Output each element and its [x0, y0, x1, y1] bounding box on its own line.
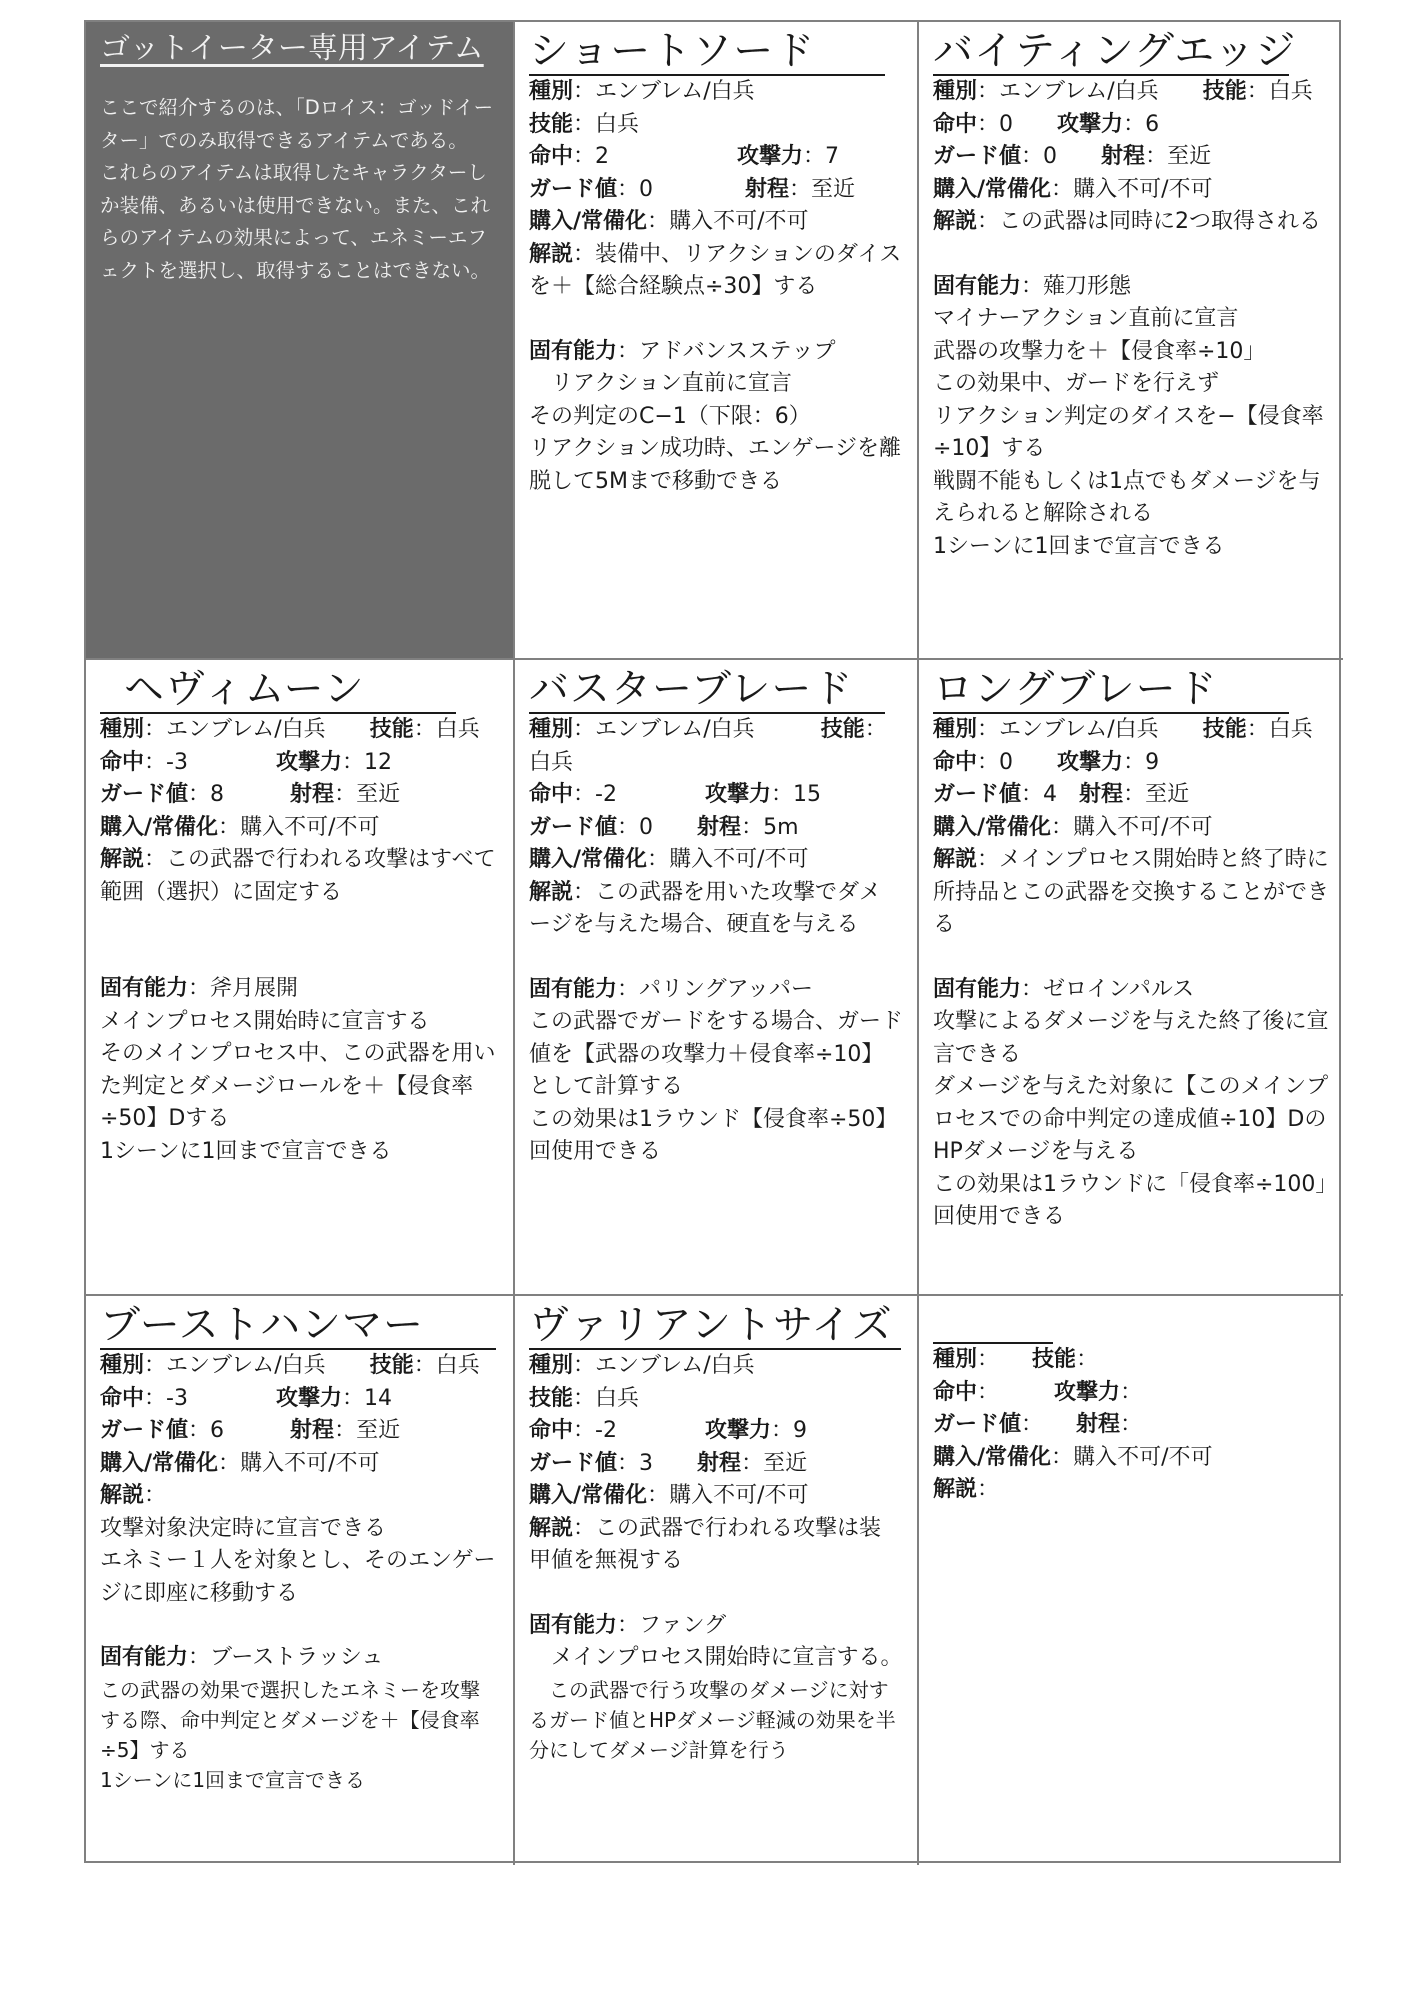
type-skill-line: 種別：エンブレム/白兵 技能：白兵 [529, 717, 887, 775]
hit-attack-line: 命中：0 攻撃力：6 [933, 111, 1160, 137]
buy-line: 購入/常備化：購入不可/不可 [100, 1450, 380, 1476]
item-grid [84, 20, 1341, 1863]
guard-range-line: ガード値：0 射程：至近 [933, 144, 1212, 169]
desc-line: 解説：装備中、リアクションのダイスを＋【総合経験点÷30】する [529, 241, 902, 299]
hit-attack-line: 命中：0 攻撃力：9 [933, 749, 1160, 775]
unique-line: 固有能力：ゼロインパルス [933, 976, 1195, 1002]
unique-text: 1シーンに1回まで宣言できる [100, 1138, 392, 1164]
unique-text: リアクション直前に宣言 [529, 371, 792, 396]
item-name: ショートソード [529, 28, 885, 76]
hit-attack-line: 命中：-3 攻撃力：14 [100, 1385, 393, 1411]
desc-text: エネミー１人を対象とし、そのエンゲージに即座に移動する [100, 1548, 496, 1606]
desc-line: 解説：この武器で行われる攻撃は装甲値を無視する [529, 1515, 882, 1573]
skill-line: 技能：白兵 [529, 111, 640, 137]
unique-text: 1シーンに1回まで宣言できる [100, 1767, 366, 1792]
type-skill-line: 種別：エンブレム/白兵 技能：白兵 [100, 717, 480, 742]
intro-title: ゴットイーター専用アイテム [100, 31, 484, 66]
unique-text: そのメインプロセス中、この武器を用いた判定とダメージロールを＋【侵食率÷50】Dする [100, 1041, 496, 1131]
guard-range-line: ガード値：3 射程：至近 [529, 1450, 808, 1476]
desc-line: 解説：この武器は同時に2つ取得される [933, 209, 1322, 234]
unique-text: 武器の攻撃力を＋【侵食率÷10」 [933, 338, 1266, 364]
item-card-heavy-moon [86, 660, 515, 1296]
hit-attack-line: 命中：-2 攻撃力：15 [529, 782, 822, 807]
unique-text: その判定のC−1（下限：6） [529, 403, 811, 429]
unique-text: この効果中、ガードを行えず [933, 371, 1220, 396]
unique-line: 固有能力：アドバンスステップ [529, 338, 836, 364]
guard-range-line: ガード値：0 射程：5m [529, 814, 799, 840]
item-name: バイティングエッジ [933, 28, 1297, 74]
hit-attack-line: 命中：2 攻撃力：7 [529, 144, 839, 169]
guard-range-line: ガード値：0 射程：至近 [529, 176, 855, 202]
buy-line: 購入/常備化：購入不可/不可 [529, 209, 809, 234]
unique-line: 固有能力：ファング [529, 1612, 727, 1638]
desc-line: 解説：この武器で行われる攻撃はすべて範囲（選択）に固定する [100, 847, 496, 905]
desc-line: 解説：この武器を用いた攻撃でダメージを与えた場合、硬直を与える [529, 879, 882, 937]
buy-line: 購入/常備化：購入不可/不可 [933, 176, 1213, 202]
desc-line: 解説：メインプロセス開始時と終了時に所持品とこの武器を交換することができる [933, 847, 1330, 937]
unique-text: リアクション判定のダイスを−【侵食率÷10】する [933, 403, 1324, 461]
unique-text: マイナーアクション直前に宣言 [933, 306, 1239, 331]
hit-attack-line: 命中：-2 攻撃力：9 [529, 1418, 808, 1443]
type-skill-line: 種別：エンブレム/白兵 技能：白兵 [933, 79, 1313, 104]
item-card-blank [919, 1296, 1343, 1865]
type-skill-line: 種別：エンブレム/白兵 技能：白兵 [933, 717, 1313, 742]
buy-line: 購入/常備化：購入不可/不可 [529, 1483, 809, 1508]
item-name: ブーストハンマー [100, 1302, 496, 1350]
guard-range-line: ガード値：4 射程：至近 [933, 782, 1190, 807]
unique-text: 1シーンに1回まで宣言できる [933, 533, 1225, 559]
type-skill-line: 種別： 技能： [933, 1347, 1099, 1372]
item-name: バスターブレード [529, 666, 885, 714]
guard-range-line: ガード値： 射程： [933, 1412, 1143, 1437]
unique-line: 固有能力：ブーストラッシュ [100, 1645, 384, 1670]
unique-text: この効果は1ラウンドに「侵食率÷100」回使用できる [933, 1171, 1327, 1229]
hit-attack-line: 命中：-3 攻撃力：12 [100, 749, 393, 775]
unique-text: 攻撃によるダメージを与えた終了後に宣言できる [933, 1009, 1329, 1067]
item-name: ロングブレード [933, 666, 1289, 714]
unique-line: 固有能力：薙刀形態 [933, 273, 1132, 299]
buy-line: 購入/常備化：購入不可/不可 [100, 814, 380, 840]
type-skill-line: 種別：エンブレム/白兵 技能：白兵 [100, 1353, 480, 1378]
item-name: ヘヴィムーン [100, 666, 456, 714]
item-card-variant-scythe [515, 1296, 919, 1865]
unique-text: この効果は1ラウンド【侵食率÷50】回使用できる [529, 1106, 898, 1164]
item-name: ヴァリアントサイズ [529, 1302, 901, 1350]
unique-text: メインプロセス開始時に宣言する [100, 1008, 430, 1034]
hit-attack-line: 命中： 攻撃力： [933, 1379, 1143, 1405]
unique-text: ダメージを与えた対象に【このメインプロセスでの命中判定の達成値÷10】DのHPダメージを与える [933, 1074, 1329, 1164]
unique-text: この武器の効果で選択したエネミーを攻撃する際、命中判定とダメージを＋【侵食率÷5】する [100, 1677, 480, 1762]
guard-range-line: ガード値：8 射程：至近 [100, 782, 401, 807]
unique-text: リアクション成功時、エンゲージを離脱して5Mまで移動できる [529, 436, 902, 494]
item-card-boost-hammer [86, 1296, 515, 1865]
type-line: 種別：エンブレム/白兵 [529, 1353, 755, 1378]
desc-text: 攻撃対象決定時に宣言できる [100, 1515, 387, 1541]
unique-text: 戦闘不能もしくは1点でもダメージを与えられると解除される [933, 468, 1321, 526]
unique-text: この武器で行う攻撃のダメージに対するガード値とHPダメージ軽減の効果を半分にしてダメージ計算を行う [529, 1677, 896, 1762]
buy-line: 購入/常備化：購入不可/不可 [933, 1444, 1213, 1470]
item-card-buster-blade [515, 660, 919, 1296]
desc-line: 解説： [933, 1477, 1000, 1502]
buy-line: 購入/常備化：購入不可/不可 [933, 814, 1213, 840]
item-card-short-sword [515, 22, 919, 660]
skill-line: 技能：白兵 [529, 1385, 640, 1411]
unique-text: この武器でガードをする場合、ガード値を【武器の攻撃力＋侵食率÷10】として計算する [529, 1009, 904, 1099]
item-name [933, 1302, 1053, 1344]
guard-range-line: ガード値：6 射程：至近 [100, 1418, 401, 1443]
unique-line: 固有能力：パリングアッパー [529, 976, 814, 1002]
unique-line: 固有能力：斧月展開 [100, 976, 299, 1001]
item-card-biting-edge [919, 22, 1343, 660]
intro-text: ここで紹介するのは、「Dロイス：ゴッドイーター」でのみ取得できるアイテムである。 これらのアイテムは取得したキャラクターしか装備、あるいは使用できない。また、これらのアイテムの効果によって、エネミーエフェクトを選択し、取得することはできない。 [100, 96, 494, 282]
desc-line: 解説： [100, 1483, 167, 1508]
type-line: 種別：エンブレム/白兵 [529, 79, 755, 104]
intro-panel [86, 22, 515, 660]
buy-line: 購入/常備化：購入不可/不可 [529, 847, 809, 872]
unique-text: メインプロセス開始時に宣言する。 [529, 1645, 903, 1670]
item-card-long-blade [919, 660, 1343, 1296]
